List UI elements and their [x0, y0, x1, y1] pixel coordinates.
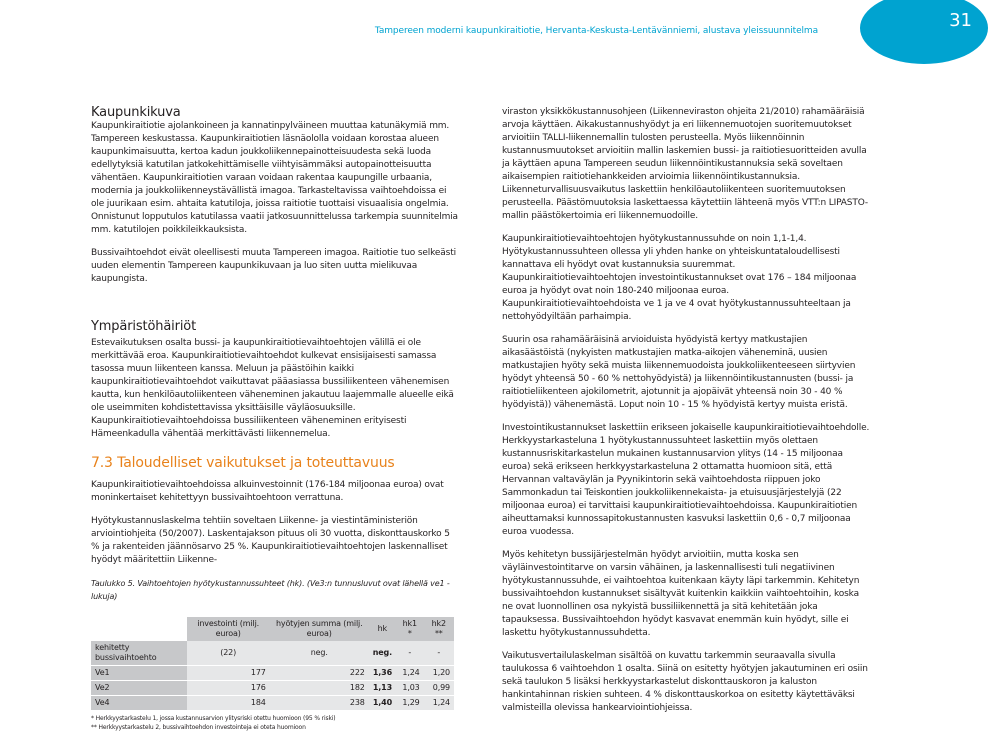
- table-cell: 1,40: [369, 696, 396, 711]
- table-cell: 238: [270, 696, 369, 711]
- table-header-cell: hk2 **: [424, 617, 454, 641]
- paragraph-bussivaihtoehdot: Bussivaihtoehdot eivät oleellisesti muuta Tampereen imagoa. Raitiotie tuo selkeästi uuden elementin Tampereen kaupunkikuvaan ja luo siten uutta mielikuvaa kaupungista.: [91, 248, 456, 284]
- cost-benefit-table: [91, 617, 454, 710]
- paragraph-vaikutusvertailu: Vaikutusvertailulaskelman sisältöä on kuvattu tarkemmin seuraavalla sivulla taulukossa 6 vaihtoehdon 1 osalta. Siinä on esitetty hyötyjen jakautuminen eri osiin sekä taulukon 5 lisäksi herkkyystarkastelut diskonttauskoron ja kaluston hankintahinnan riskien suhteen. 4 % diskonttauskorkoa on esitetty käytettäväksi valmisteilla olevissa hankearviointiohjeissa.: [502, 651, 868, 713]
- table-header-row: [91, 617, 454, 641]
- table-cell: Ve4: [91, 696, 187, 711]
- table-row: [91, 696, 454, 711]
- table-cell: 182: [270, 681, 369, 696]
- table-header-cell: hk1 *: [396, 617, 424, 641]
- table-row: [91, 681, 454, 696]
- table-cell: neg.: [270, 641, 369, 666]
- table-cell: 0,99: [424, 681, 454, 696]
- table-cell: kehitetty bussivaihtoehto: [91, 641, 187, 666]
- table-cell: neg.: [369, 641, 396, 666]
- right-column: [502, 106, 870, 725]
- page-number-badge: [860, 0, 988, 64]
- left-column: [91, 106, 459, 732]
- table-cell: 1,36: [369, 666, 396, 681]
- table-cell: 176: [187, 681, 270, 696]
- table-cell: 184: [187, 696, 270, 711]
- table-row: [91, 666, 454, 681]
- table-cell: 177: [187, 666, 270, 681]
- table-caption: Taulukko 5. Vaihtoehtojen hyötykustannussuhteet (hk). (Ve3:n tunnusluvut ovat lähellä ve1 -lukuja): [91, 579, 450, 601]
- paragraph-investointikustannukset: Investointikustannukset laskettiin erikseen jokaiselle kaupunkiraitiotievaihtoehdolle. Herkkyystarkasteluna 1 hyötykustannussuhteet laskettiin myös olettaen kustannusriskitarkastelun mukainen kustannusarvion ylitys (14 - 15 miljoonaa euroa) sekä erikseen herkkyystarkasteluna 2 ottamatta huomioon sitä, että Hervannan valtaväylän ja Pyynikintorin sekä vaihtoehdosta riippuen joko Sammonkadun tai Teiskontien joukkoliikennekaista- ja etuisuusjärjestelyjä (22 miljoonaa euroa) ei tarvittaisi kaupunkiraitiotievaihtoehdoissa. Kaupunkiraitiotien aiheuttamaksi kunnossapitokustannusten kasvuksi laskettiin 0,6 - 0,7 miljoonaa euroa vuodessa.: [502, 423, 870, 537]
- table-cell: -: [396, 641, 424, 666]
- table-footnotes: [91, 714, 459, 732]
- table-footnote-1: * Herkkyystarkastelu 1, jossa kustannusarvion ylitysriski otettu huomioon (95 % riski): [91, 715, 336, 722]
- table-cell: 222: [270, 666, 369, 681]
- paragraph-bussijarjestelma: Myös kehitetyn bussijärjestelmän hyödyt arvioitiin, mutta koska sen väyläinvestointitarve on varsin vähäinen, ja laskennallisesti tuli negatiivinen hyötykustannussuhde, ei vaihtoehtoa kuitenkaan käyty läpi tarkemmin. Kehitetyn bussivaihtoehdon kustannukset sisältyvät kuitenkin kaikkiin vaihtoehtoihin, koska ne ovat luonnollinen osa nykyistä bussiliikennettä ja sitä kehitetään joka tapauksessa. Bussivaihtoehdon hyödyt kasvavat enemmän kuin hyödyt, sille ei laskettu hyötykustannussuhdetta.: [502, 550, 860, 638]
- paragraph-ymparistohairiot: Estevaikutuksen osalta bussi- ja kaupunkiraitiotievaihtoehtojen välillä ei ole merkittävää eroa. Kaupunkiraitiotievaihtoehdot kulkevat ensisijaisesti samassa tasossa muun liikenteen kanssa. Meluun ja päästöihin kaikki kaupunkiraitiotievaihtoehdot vaikuttavat pääasiassa bussiliikenteen vähenemisen kautta, kun henkilöautoliikenteen väheneminen jakautuu laajemmalle alueelle eikä ole useimmiten kohdistettavissa yksittäisille väyläosuuksille. Kaupunkiraitiotievaihtoehdoissa bussiliikenteen väheneminen erityisesti Hämeenkadulla vähentää merkittävästi liikennemelua.: [91, 338, 454, 439]
- paragraph-viraston: viraston yksikkökustannusohjeen (Liikenneviraston ohjeita 21/2010) rahamääräisiä arvoja käyttäen. Aikakustannushyödyt ja eri liikennemuotojen suoritemuutokset arvioitiin TALLI-liikennemallin tulosten perusteella. Myös liikennöinnin kustannusmuutokset arvioitiin mallin laskemien bussi- ja raitiotiesuoritteiden avulla ja käyttäen apuna Tampereen seudun liikennöintikustannuksia sekä soveltaen aikaisempien raitiotiehankkeiden arvioimia liikennöintikustannuksia. Liikenneturvallisuusvaikutus laskettiin henkilöautoliikenteen suoritemuutoksen perusteella. Päästömuutoksia laskettaessa käytettiin lähteenä myös VTT:n LIPASTO-mallin päästökertoimia eri liikennemuodoille.: [502, 107, 869, 221]
- page-number: 31: [949, 10, 972, 31]
- paragraph-hyotykustannussuhde: Kaupunkiraitiotievaihtoehtojen hyötykustannussuhde on noin 1,1-1,4. Hyötykustannussuhteen ollessa yli yhden hanke on yhteiskuntataloudellisesti kannattava eli hyödyt ovat kustannuksia suuremmat. Kaupunkiraitiotievaihtoehtojen investointikustannukset ovat 176 – 184 miljoonaa euroa ja hyödyt ovat noin 180-240 miljoonaa euroa. Kaupunkiraitiotievaihtoehdoista ve 1 ja ve 4 ovat hyötykustannussuhteeltaan ja nettohyödyiltään parhaimpia.: [502, 234, 857, 322]
- heading-ymparistohairiot: Ympäristöhäiriöt: [91, 319, 197, 334]
- table-cell: 1,24: [424, 696, 454, 711]
- table-cell: Ve2: [91, 681, 187, 696]
- table-cell: 1,20: [424, 666, 454, 681]
- table-cell: -: [424, 641, 454, 666]
- table-cell: Ve1: [91, 666, 187, 681]
- heading-kaupunkikuva: Kaupunkikuva: [91, 105, 181, 120]
- table-cell: 1,13: [369, 681, 396, 696]
- paragraph-investoinnit: Kaupunkiraitiotievaihtoehdoissa alkuinvestoinnit (176-184 miljoonaa euroa) ovat moninkertaiset kehitettyyn bussivaihtoehtoon verrattuna.: [91, 480, 444, 503]
- table-header-blank: [91, 617, 187, 641]
- table-cell: (22): [187, 641, 270, 666]
- table-row: [91, 641, 454, 666]
- paragraph-aikasaastot: Suurin osa rahamääräisinä arvioiduista hyödyistä kertyy matkustajien aikasäästöistä (nykyisten matkustajien matka-aikojen väheneminä, uusien matkustajien hyöty sekä muista liikennemuodoista joukkoliikenteeseen siirtyvien hyödyt yhteensä 50 - 60 % nettohyödyistä) ja liikennöintikustannusten (bussi- ja raitiotieliikenteen ajokilometrit, ajotunnit ja ajopäivät yhteensä noin 30 - 40 % hyödyistä)) vähenemästä. Loput noin 10 - 15 % hyödyistä kertyy muista eristä.: [502, 335, 856, 410]
- table-cell: 1,29: [396, 696, 424, 711]
- paragraph-hyotykustannus: Hyötykustannuslaskelma tehtiin soveltaen Liikenne- ja viestintäministeriön arviointiohjeita (50/2007). Laskentajakson pituus oli 30 vuotta, diskonttauskorko 5 % ja rakenteiden jäännösarvo 25 %. Kaupunkiraitiotievaihtoehtojen laskennalliset hyödyt määritettiin Liikenne-: [91, 516, 450, 565]
- table-header-cell: hk: [369, 617, 396, 641]
- paragraph-kaupunkikuva: Kaupunkiraitiotie ajolankoineen ja kannatinpylväineen muuttaa katunäkymiä mm. Tampereen keskustassa. Kaupunkiraitiotien läsnäololla voidaan korostaa alueen kaupunkimaisuutta, kertoa kadun joukkoliikennepainotteisuudesta sekä luoda edellytyksiä katutilan jatkokehittämiselle viihtyisämmäksi autopainotteisuutta vähentäen. Kaupunkiraitiotien varaan voidaan rakentaa kaupungille urbaania, modernia ja joukkoliikenneystävällistä imagoa. Tarkasteltavissa vaihtoehdoissa ei ole juurikaan esim. ahtaita katutiloja, joissa raitiotie tuottaisi visuaalisia ongelmia. Onnistunut lopputulos katutilassa vaatii jatkosuunnittelussa tarkempia suunnitelmia mm. katutilojen poikkileikkauksista.: [91, 121, 458, 235]
- table-footnote-2: ** Herkkyystarkastelu 2, bussivaihtoehdon investointeja ei oteta huomioon: [91, 724, 306, 731]
- table-cell: 1,24: [396, 666, 424, 681]
- table-header-cell: investointi (milj. euroa): [187, 617, 270, 641]
- section-heading-7-3: 7.3 Taloudelliset vaikutukset ja toteuttavuus: [91, 455, 395, 471]
- table-header-cell: hyötyjen summa (milj. euroa): [270, 617, 369, 641]
- running-header: Tampereen moderni kaupunkiraitiotie, Hervanta-Keskusta-Lentävänniemi, alustava yleissuunnitelma: [374, 26, 818, 36]
- table-cell: 1,03: [396, 681, 424, 696]
